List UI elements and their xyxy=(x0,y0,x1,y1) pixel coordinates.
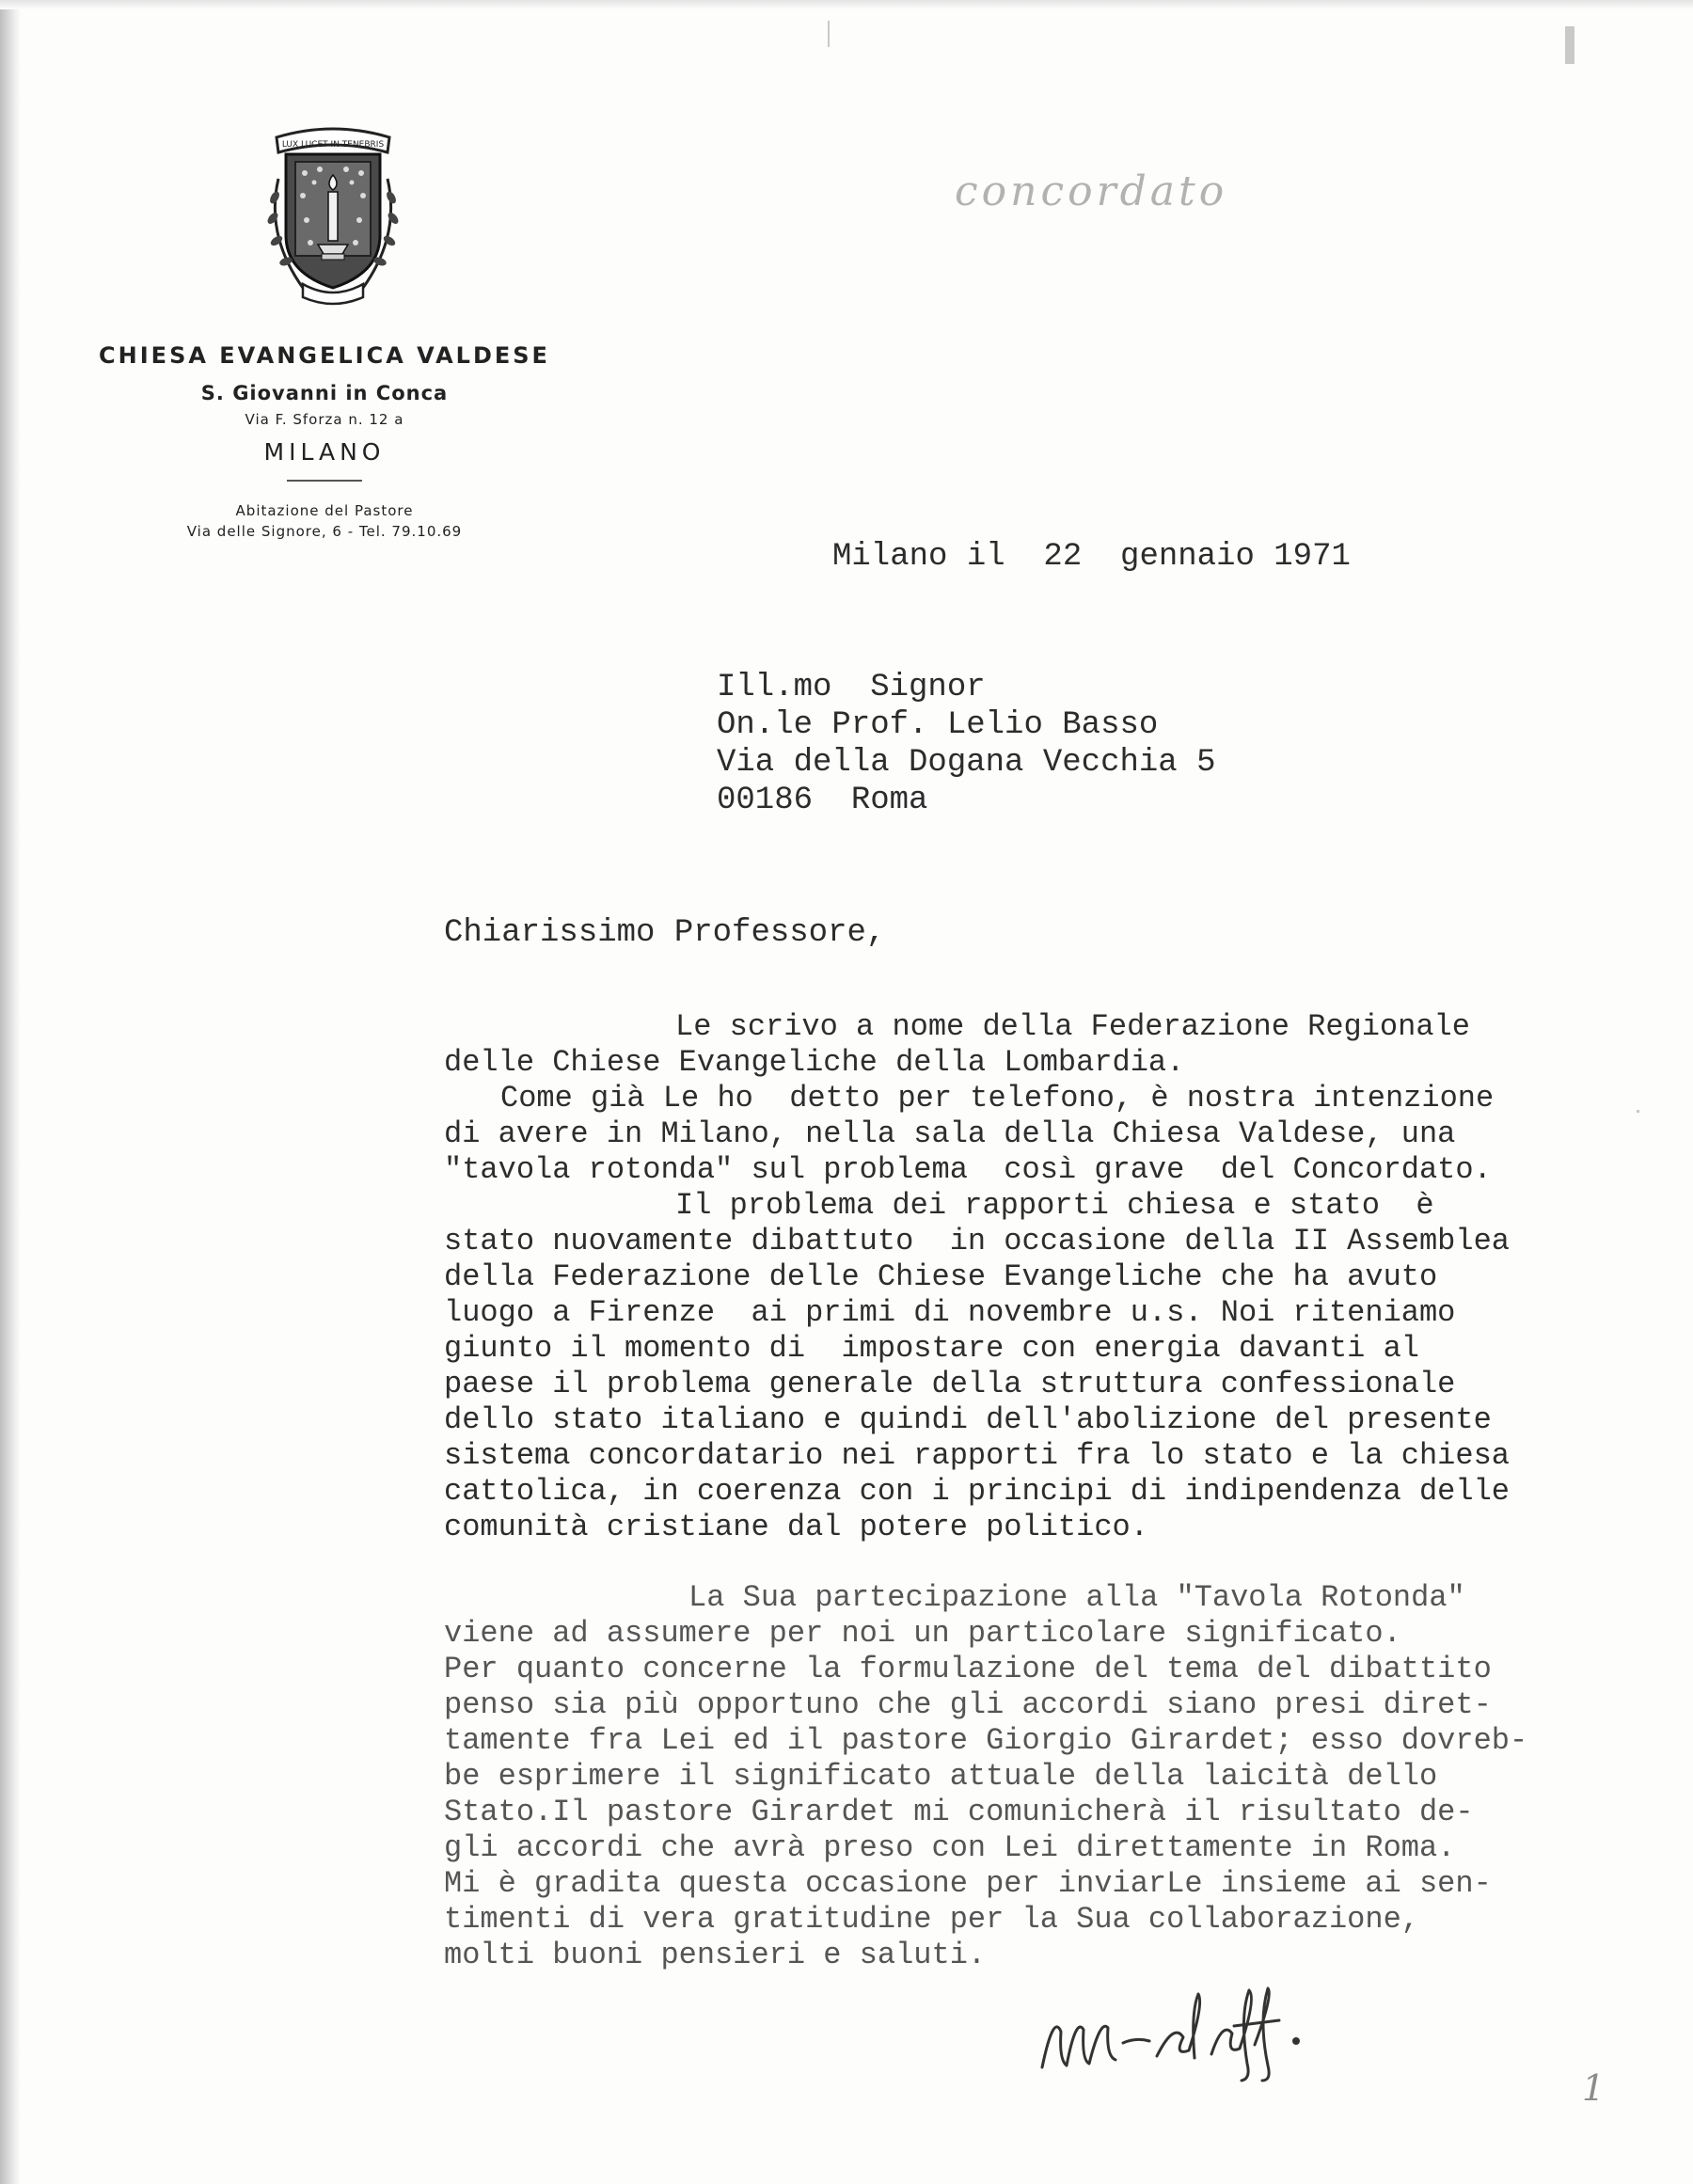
body-line: penso sia più opportuno che gli accordi siano presi diret- xyxy=(444,1687,1492,1722)
body-line: Il problema dei rapporti chiesa e stato è xyxy=(675,1188,1434,1223)
date-line: Milano il 22 gennaio 1971 xyxy=(832,539,1351,575)
salutation: Chiarissimo Professore, xyxy=(444,915,886,951)
body-line: timenti di vera gratitudine per la Sua collaborazione, xyxy=(444,1902,1419,1937)
scan-top-edge xyxy=(0,0,1693,9)
body-line: viene ad assumere per noi un particolare significato. xyxy=(444,1616,1401,1651)
body-line: stato nuovamente dibattuto in occasione della II Assemblea xyxy=(444,1224,1510,1258)
recipient-line: 00186 Roma xyxy=(717,783,928,818)
body-line: Stato.Il pastore Girardet mi comunicherà il risultato de- xyxy=(444,1795,1474,1829)
body-line: comunità cristiane dal potere politico. xyxy=(444,1510,1148,1544)
recipient-line: Via della Dogana Vecchia 5 xyxy=(717,745,1216,781)
handwritten-signature xyxy=(1033,1975,1371,2088)
church-street: Via F. Sforza n. 12 a xyxy=(245,411,404,428)
body-line: be esprimere il significato attuale della laicità dello xyxy=(444,1759,1438,1794)
body-line: tamente fra Lei ed il pastore Giorgio Girardet; esso dovreb- xyxy=(444,1723,1528,1758)
pastor-residence-label: Abitazione del Pastore xyxy=(235,502,414,519)
body-line: La Sua partecipazione alla "Tavola Rotonda" xyxy=(688,1580,1465,1615)
page-number: 1 xyxy=(1582,2067,1606,2109)
scan-left-edge xyxy=(0,0,21,2184)
body-line: Le scrivo a nome della Federazione Regionale xyxy=(675,1009,1470,1044)
body-line: cattolica, in coerenza con i principi di indipendenza delle xyxy=(444,1474,1510,1509)
emblem-motto: LUX LUCET IN TENEBRIS xyxy=(281,140,385,150)
body-line: Per quanto concerne la formulazione del tema del dibattito xyxy=(444,1652,1492,1686)
body-line: paese il problema generale della struttura confessionale xyxy=(444,1367,1456,1401)
scan-speck xyxy=(1565,26,1574,64)
body-line: "tavola rotonda" sul problema così grave del Concordato. xyxy=(444,1152,1492,1187)
church-name: CHIESA EVANGELICA VALDESE xyxy=(99,342,550,369)
parish-name: S. Giovanni in Conca xyxy=(200,382,449,404)
recipient-address xyxy=(717,669,1216,819)
body-line: molti buoni pensieri e saluti. xyxy=(444,1938,987,1972)
body-line: luogo a Firenze ai primi di novembre u.s. Noi riteniamo xyxy=(444,1295,1456,1330)
body-line: della Federazione delle Chiese Evangeliche che ha avuto xyxy=(444,1259,1438,1294)
body-line: sistema concordatario nei rapporti fra lo stato e la chiesa xyxy=(444,1438,1510,1473)
scan-speck xyxy=(1637,1110,1639,1113)
recipient-line: On.le Prof. Lelio Basso xyxy=(717,707,1159,743)
church-city: MILANO xyxy=(263,438,386,466)
church-emblem-logo xyxy=(256,122,410,310)
body-line: gli accordi che avrà preso con Lei direttamente in Roma. xyxy=(444,1830,1456,1865)
pastor-residence-address: Via delle Signore, 6 - Tel. 79.10.69 xyxy=(186,523,463,540)
body-line: dello stato italiano e quindi dell'abolizione del presente xyxy=(444,1402,1492,1437)
body-line: di avere in Milano, nella sala della Chiesa Valdese, una xyxy=(444,1116,1456,1151)
handwritten-note: concordato xyxy=(955,167,1228,215)
body-line: Come già Le ho detto per telefono, è nostra intenzione xyxy=(500,1081,1495,1116)
recipient-line: Ill.mo Signor xyxy=(717,670,986,705)
body-line: Mi è gradita questa occasione per inviarLe insieme ai sen- xyxy=(444,1866,1492,1901)
letterhead-divider xyxy=(287,480,362,482)
body-line: giunto il momento di impostare con energia davanti al xyxy=(444,1331,1419,1366)
body-line: delle Chiese Evangeliche della Lombardia. xyxy=(444,1045,1185,1080)
scan-speck xyxy=(828,21,830,47)
